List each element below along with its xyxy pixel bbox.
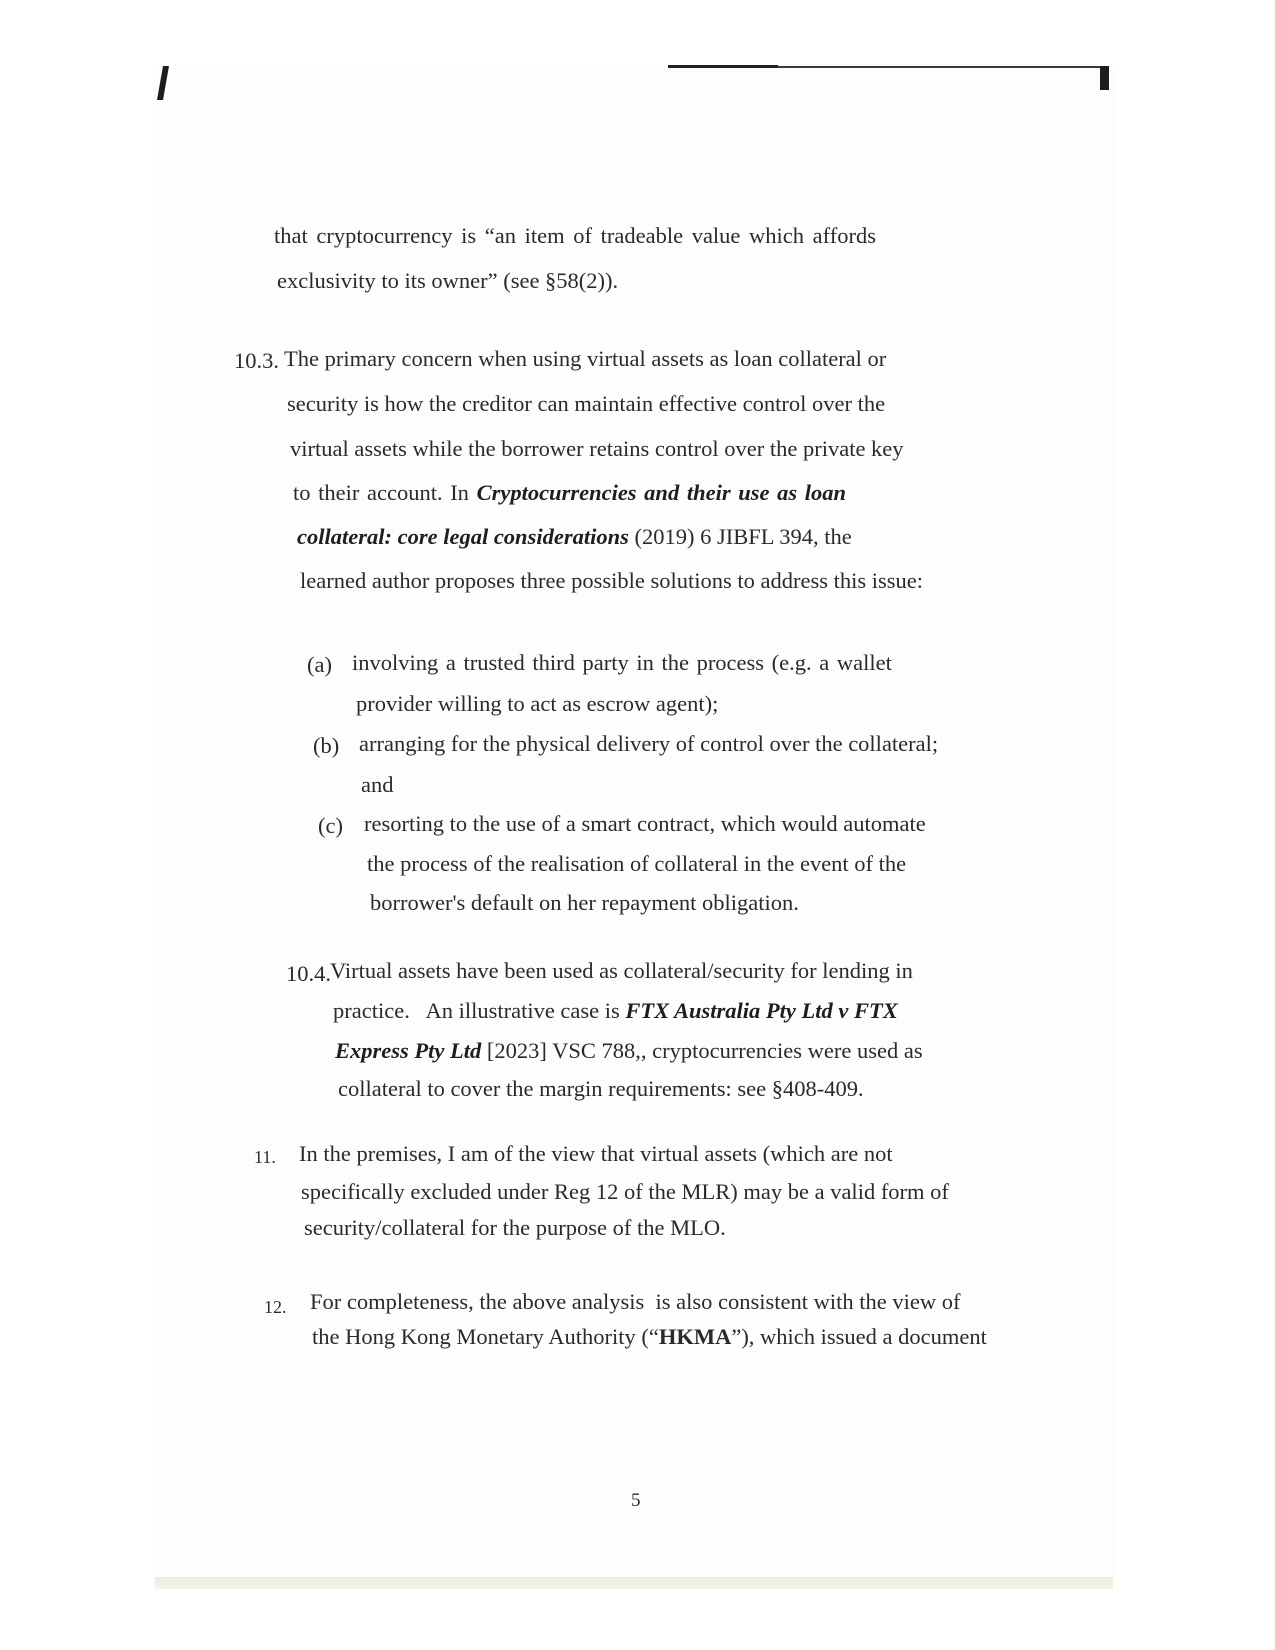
item-b-line-2: and <box>361 772 394 797</box>
para-10-3-line-3: virtual assets while the borrower retains control over the private key <box>290 436 904 461</box>
para-10-4-number: 10.4. <box>286 961 331 986</box>
para-10-3-number: 10.3. <box>234 348 279 373</box>
para-10-4-line-1: Virtual assets have been used as collateral/security for lending in <box>330 958 913 983</box>
para-10-4-line-2-text: practice. An illustrative case is <box>333 998 626 1023</box>
para-11-line-1: In the premises, I am of the view that virtual assets (which are not <box>299 1141 893 1166</box>
para-10-2-line-2: exclusivity to its owner” (see §58(2)). <box>277 268 619 293</box>
top-rule-line <box>668 66 1100 68</box>
item-b-label: (b) <box>313 733 340 758</box>
para-10-3-line-4-text: to their account. In <box>293 480 477 505</box>
item-c-line-1: resorting to the use of a smart contract, which would automate <box>364 811 926 836</box>
para-10-3-line-5-text: (2019) 6 JIBFL 394, the <box>628 524 852 549</box>
para-12-number: 12. <box>264 1297 287 1317</box>
item-c-line-3: borrower's default on her repayment obligation. <box>370 890 799 915</box>
para-11-line-2: specifically excluded under Reg 12 of the MLR) may be a valid form of <box>301 1179 949 1204</box>
article-title-part-2: collateral: core legal considerations <box>297 524 629 549</box>
para-10-4-line-4: collateral to cover the margin requirements: see §408-409. <box>338 1076 864 1101</box>
item-c-line-2: the process of the realisation of collateral in the event of the <box>367 851 907 876</box>
scan-corner-mark-right <box>1100 66 1109 90</box>
item-b-line-1: arranging for the physical delivery of control over the collateral; <box>359 731 939 756</box>
para-12-line-1: For completeness, the above analysis is also consistent with the view of <box>310 1289 961 1314</box>
para-11-line-3: security/collateral for the purpose of the MLO. <box>304 1215 726 1240</box>
hkma-abbreviation: HKMA <box>658 1324 732 1349</box>
para-10-4-line-2 <box>333 1000 898 1023</box>
page-number: 5 <box>631 1490 641 1511</box>
para-10-4-line-3 <box>335 1040 923 1063</box>
item-c-label: (c) <box>318 813 343 838</box>
para-12-line-2-text: the Hong Kong Monetary Authority (“ <box>312 1324 659 1349</box>
para-10-3-line-1: The primary concern when using virtual assets as loan collateral or <box>284 346 887 371</box>
para-10-3-line-5 <box>297 526 852 549</box>
page-bottom-edge <box>155 1577 1113 1589</box>
para-10-3-line-6: learned author proposes three possible solutions to address this issue: <box>300 568 924 593</box>
para-10-3-line-4 <box>293 482 846 505</box>
item-a-label: (a) <box>307 652 332 677</box>
item-a-line-1: involving a trusted third party in the process (e.g. a wallet <box>352 650 892 675</box>
para-12-line-2-end: ”), which issued a document <box>731 1324 987 1349</box>
case-name-part-1: FTX Australia Pty Ltd v FTX <box>625 998 898 1023</box>
item-a-line-2: provider willing to act as escrow agent); <box>356 691 719 716</box>
case-name-part-2: Express Pty Ltd <box>335 1038 482 1063</box>
para-10-3-line-2: security is how the creditor can maintain effective control over the <box>287 391 886 416</box>
para-10-2-line-1: that cryptocurrency is “an item of tradeable value which affords <box>274 223 876 248</box>
para-11-number: 11. <box>254 1147 276 1167</box>
para-10-4-line-3-text: [2023] VSC 788,, cryptocurrencies were used as <box>481 1038 923 1063</box>
article-title-part-1: Cryptocurrencies and their use as loan <box>476 480 846 505</box>
para-12-line-2 <box>312 1326 987 1349</box>
